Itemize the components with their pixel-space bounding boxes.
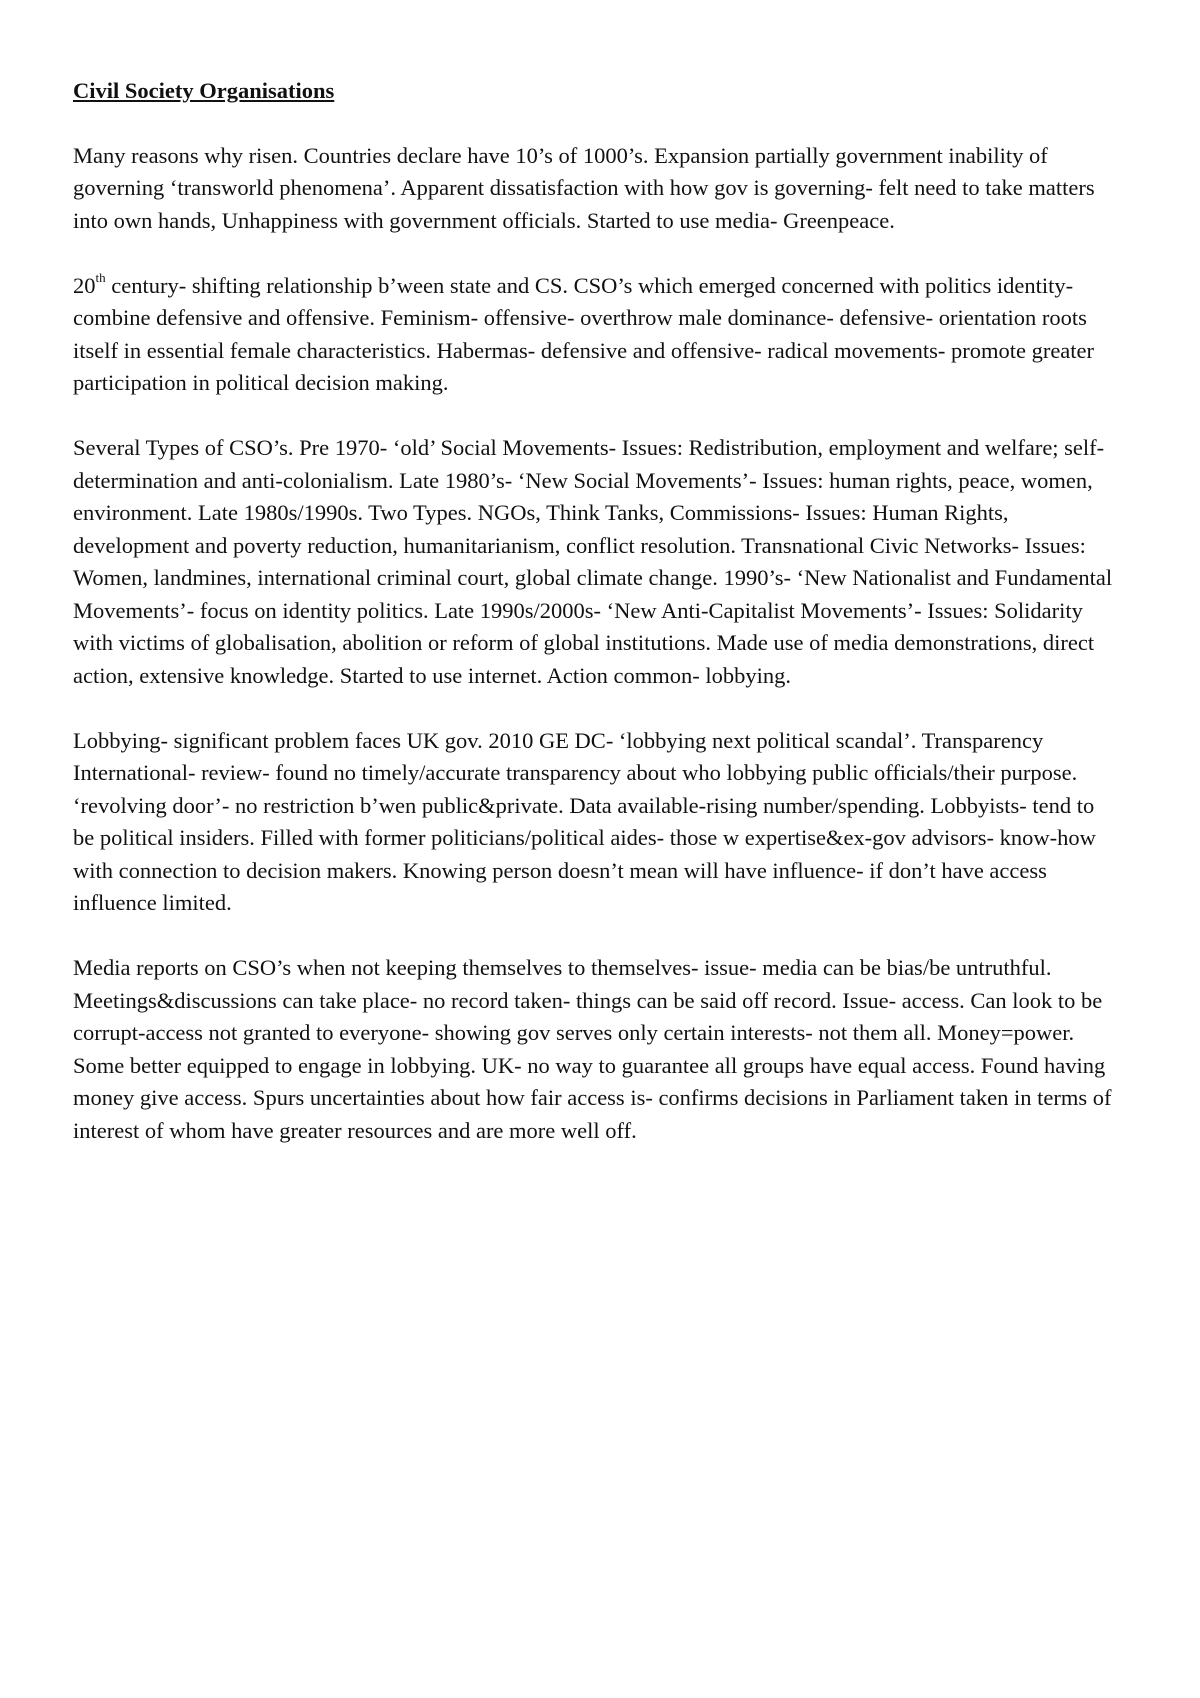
paragraph-2 (73, 270, 1120, 400)
paragraph-3: Several Types of CSO’s. Pre 1970- ‘old’ Social Movements- Issues: Redistribution, employment and welfare; self-determination and anti-colonialism. Late 1980’s- ‘New Social Movements’- Issues: human rights, peace, women, environment. Late 1980s/1990s. Two Types. NGOs, Think Tanks, Commissions- Issues: Human Rights, development and poverty reduction, humanitarianism, conflict resolution. Transnational Civic Networks- Issues: Women, landmines, international criminal court, global climate change. 1990’s- ‘New Nationalist and Fundamental Movements’- focus on identity politics. Late 1990s/2000s- ‘New Anti-Capitalist Movements’- Issues: Solidarity with victims of globalisation, abolition or reform of global institutions. Made use of media demonstrations, direct action, extensive knowledge. Started to use internet. Action common- lobbying. (73, 435, 1113, 688)
paragraph-4: Lobbying- significant problem faces UK gov. 2010 GE DC- ‘lobbying next political scandal’. Transparency International- review- found no timely/accurate transparency about who lobbying public officials/their purpose. ‘revolving door’- no restriction b’wen public&private. Data available-rising number/spending. Lobbyists- tend to be political insiders. Filled with former politicians/political aides- those w expertise&ex-gov advisors- know-how with connection to decision makers. Knowing person doesn’t mean will have influence- if don’t have access influence limited. (73, 727, 1096, 915)
ordinal-superscript: th (95, 270, 106, 285)
paragraph-2-lead: 20 (73, 272, 96, 298)
paragraph-1: Many reasons why risen. Countries declare have 10’s of 1000’s. Expansion partially government inability of governing ‘transworld phenomena’. Apparent dissatisfaction with how gov is governing- felt need to take matters into own hands, Unhappiness with government officials. Started to use media- Greenpeace. (73, 142, 1095, 233)
document-title: Civil Society Organisations (73, 78, 335, 103)
paragraph-5: Media reports on CSO’s when not keeping themselves to themselves- issue- media can be bias/be untruthful. Meetings&discussions can take place- no record taken- things can be said off record. Issue- access. Can look to be corrupt-access not granted to everyone- showing gov serves only certain interests- not them all. Money=power. Some better equipped to engage in lobbying. UK- no way to guarantee all groups have equal access. Found having money give access. Spurs uncertainties about how fair access is- confirms decisions in Parliament taken in terms of interest of whom have greater resources and are more well off. (73, 955, 1112, 1143)
paragraph-2-text: century- shifting relationship b’ween state and CS. CSO’s which emerged concerned with politics identity- combine defensive and offensive. Feminism- offensive- overthrow male dominance- defensive- orientation roots itself in essential female characteristics. Habermas- defensive and offensive- radical movements- promote greater participation in political decision making. (73, 272, 1095, 395)
